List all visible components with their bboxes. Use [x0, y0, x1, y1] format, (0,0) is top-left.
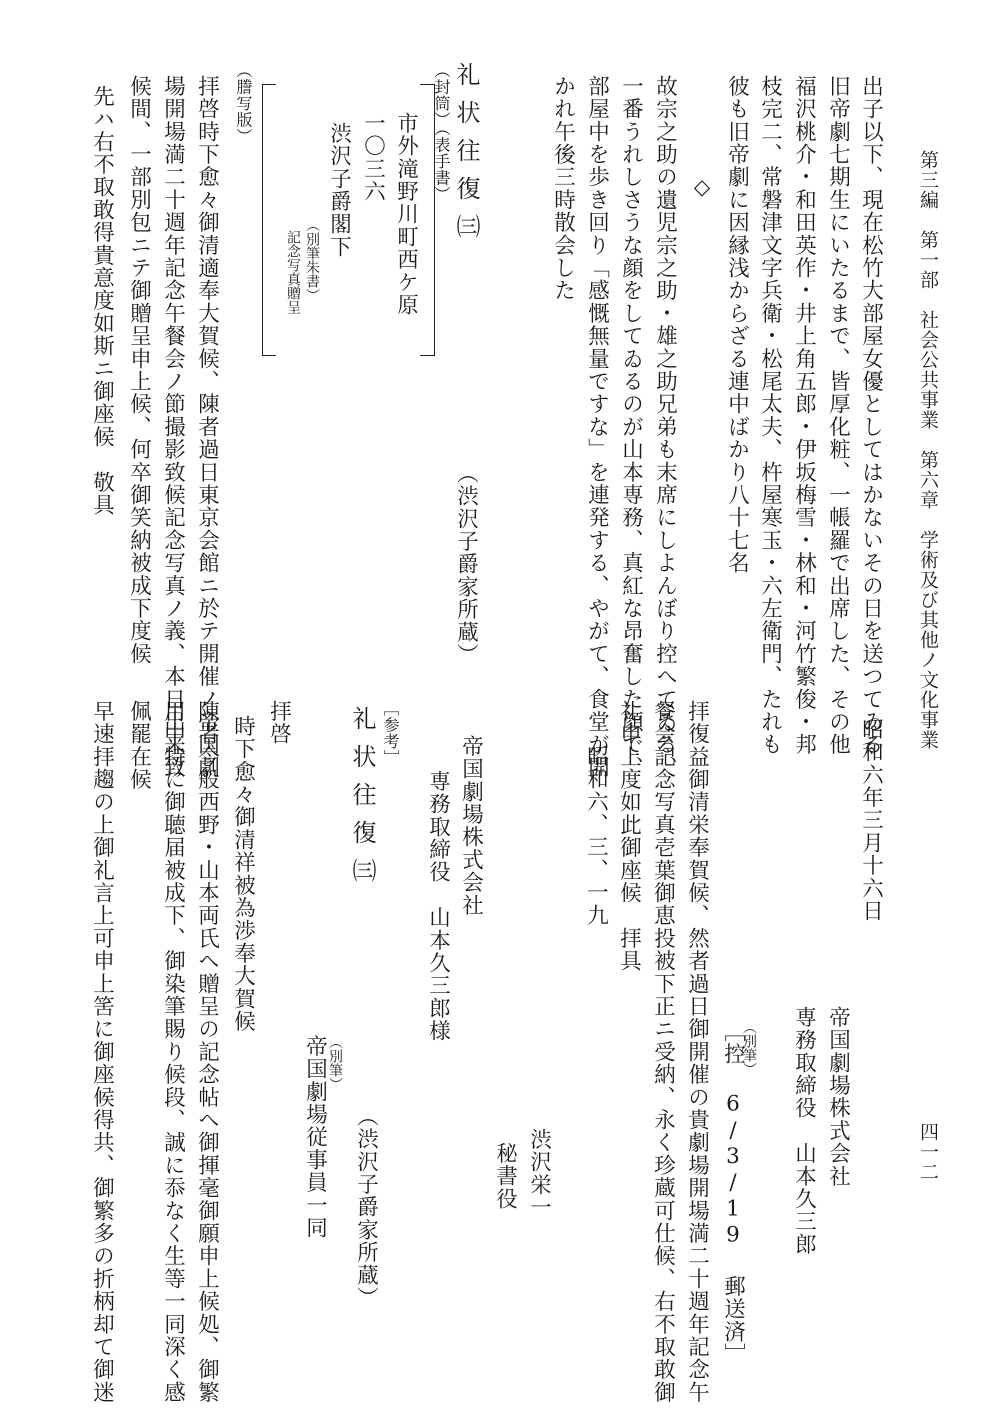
lower-letter-line5: 早速拝趨の上御礼言上可申上筈に御座候得共、御繁多の折柄却て御迷 — [89, 700, 115, 1404]
paragraph2-line2: 一番うれしさうな顔をしてゐるのが山本専務、真紅な昂奮した顔で、 — [618, 75, 644, 779]
reply-date: 昭和六、三、一九 — [583, 745, 609, 927]
paragraph1-line2: 旧帝劇七期生にいたるまで、皆厚化粧、一帳羅で出席した、その他 — [825, 75, 851, 756]
reply-line1: 拝復益御清栄奉賀候、然者過日御開催の貴劇場開場満二十週年記念午 — [684, 700, 710, 1404]
lower-section-title: 礼状往復㈢ — [348, 706, 376, 896]
reply-sender: 渋沢栄一 — [526, 1128, 552, 1219]
upper-letter-line4: 先ハ右不取敢得貴意度如斯ニ御座候 敬具 — [89, 85, 115, 517]
reply-secretary: 秘書役 — [492, 1142, 518, 1211]
envelope-bracket-right-bottom — [420, 355, 435, 356]
paragraph1-line4: 枝完二、常磐津文字兵衛・松尾太夫、杵屋寒玉・六左衛門、たれも — [757, 75, 783, 756]
reply-line3: 礼申上度如此御座候 拝具 — [616, 700, 642, 973]
envelope-bracket-left-top — [262, 84, 276, 85]
lower-letter-line4: 佩罷在候 — [126, 700, 152, 791]
envelope-separate-note: （別筆朱書） — [304, 218, 320, 302]
lower-source-note: （渋沢子爵家所蔵） — [353, 1105, 379, 1310]
paragraph1-line3: 福沢桃介・和田英作・井上角五郎・伊坂梅雪・林和・河竹繁俊・邦 — [791, 75, 817, 756]
lower-officer: 専務取締役 山本久三郎 — [791, 1006, 817, 1256]
envelope-label: （封筒）（表手書） — [432, 62, 451, 203]
lower-separate-label: （別筆） — [741, 1020, 757, 1076]
reply-line2: 餐会記念写真壱葉御恵投被下正ニ受納、永く珍蔵可仕候、右不取敢御 — [650, 700, 676, 1404]
envelope-bracket-right — [434, 84, 435, 356]
envelope-address-line2: 一〇三六 — [360, 112, 386, 203]
lower-company: 帝国劇場株式会社 — [825, 1006, 851, 1188]
envelope-address-line1: 市外滝野川町西ケ原 — [393, 112, 419, 317]
lower-draft-note: ［控 6/3/19 郵送済］ — [720, 1020, 746, 1366]
lower-greeting: 拝啓 — [266, 700, 292, 746]
lower-letter-line2: 陳者今般西野・山本両氏へ贈呈の記念帖へ御揮毫御願申上候処、御繁 — [194, 700, 220, 1404]
lower-to-officer: 専務取締役 山本久三郎様 — [425, 770, 451, 1043]
lower-to-company: 帝国劇場株式会社 — [458, 735, 484, 917]
paragraph2-line4: かれ午後三時散会した — [550, 75, 576, 302]
lower-date: 昭和六年三月十六日 — [858, 718, 884, 923]
envelope-bracket-left-bottom — [262, 355, 276, 356]
upper-letter-line2: 場開場満二十週年記念午餐会ノ節撮影致候記念写真ノ義、本日出来致 — [160, 75, 186, 779]
upper-letter-line3: 候間、一部別包ニテ御贈呈申上候、何卒御笑納被成下度候 — [126, 75, 152, 666]
paragraph2-line3: 部屋中を歩き回り「感慨無量ですな」を連発する、やがて、食堂が開 — [584, 75, 610, 779]
upper-section-title: 礼状往復㈢ — [452, 62, 480, 252]
reference-label: ［参考］ — [381, 700, 400, 766]
envelope-addressee: 渋沢子爵閣下 — [326, 122, 352, 259]
lower-ref-sender: 帝国劇場従事員一同 — [302, 1035, 328, 1240]
envelope-bracket-right-top — [420, 84, 435, 85]
lower-letter-line3: 用中特に御聴届被成下、御染筆賜り候段、誠に忝なく生等一同深く感 — [160, 700, 186, 1404]
paragraph1-line5: 彼も旧帝劇に因縁浅からざる連中ばかり八十七名 — [724, 75, 750, 575]
diamond-separator: ◇ — [689, 175, 715, 202]
upper-letter-line1: 拝啓時下愈々御清適奉大賀候、陳者過日東京会館ニ於テ開催ノ帝国劇 — [194, 75, 220, 779]
lower-letter-line1: 時下愈々御清祥被為渉奉大賀候 — [230, 715, 256, 1033]
envelope-photo-note: 記念写真贈呈 — [285, 230, 301, 314]
page-number: 四一二 — [917, 1122, 939, 1182]
running-title: 第三編 第一部 社会公共事業 第六章 学術及び其他ノ文化事業 — [917, 150, 939, 750]
lower-ref-separate: （別筆） — [327, 1035, 343, 1091]
paragraph1-line1: 出子以下、現在松竹大部屋女優としてはかないその日を送つてゐる — [858, 75, 884, 756]
paragraph2-line1: 故宗之助の遺児宗之助・雄之助兄弟も末席にしよんぼり控へてゐる、 — [652, 75, 678, 779]
upper-source-note: （渋沢子爵家所蔵） — [453, 462, 479, 667]
print-label: （謄写版） — [234, 62, 253, 145]
envelope-bracket-left — [262, 84, 263, 356]
